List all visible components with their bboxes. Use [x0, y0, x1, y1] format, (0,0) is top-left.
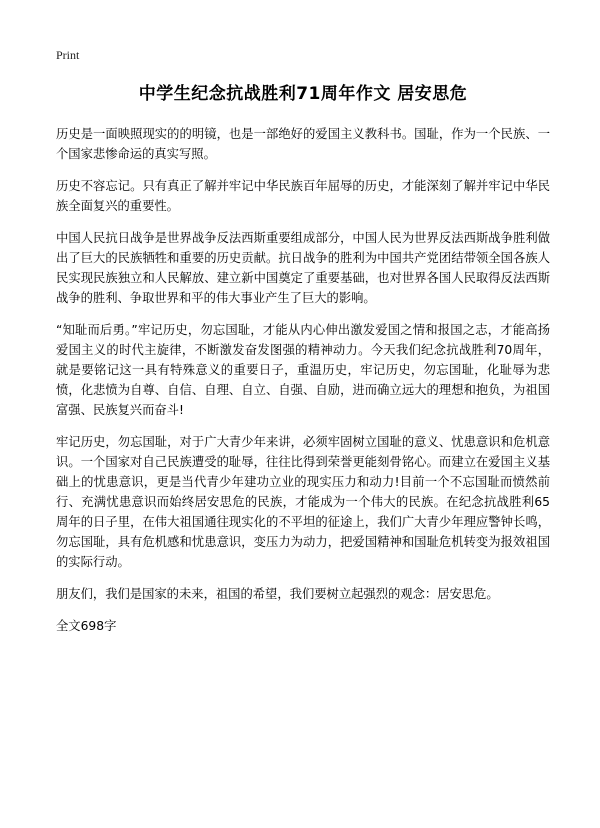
article-paragraph-3: 中国人民抗日战争是世界战争反法西斯重要组成部分，中国人民为世界反法西斯战争胜利做出了巨大的民族牺牲和重要的历史贡献。抗日战争的胜利为中国共产党团结带领全国各族人民实现民族独立和人民解放、建立新中国奠定了重要基础，也对世界各国人民取得反法西斯战争的胜利、争取世界和平的伟大事业产生了巨大的影响。	[56, 231, 550, 305]
article-title: 中学生纪念抗战胜利71周年作文 居安思危	[138, 84, 468, 104]
article-paragraph-2: 历史不容忘记。只有真正了解并牢记中华民族百年屈辱的历史，才能深刻了解并牢记中华民族全面复兴的重要性。	[56, 179, 550, 213]
print-label: Print	[56, 48, 80, 62]
article-page	[56, 48, 550, 636]
article-paragraph-4: “知耻而后勇。”牢记历史，勿忘国耻，才能从内心伸出激发爱国之情和报国之志，才能高扬爱国主义的时代主旋律，不断激发奋发图强的精神动力。今天我们纪念抗战胜利70周年，就是要铭记这一具有特殊意义的重要日子，重温历史，牢记历史，勿忘国耻，化耻辱为悲愤，化悲愤为自尊、自信、自理、自立、自强、自励，进而确立远大的理想和抱负，为祖国富强、民族复兴而奋斗!	[56, 323, 550, 417]
article-paragraph-1: 历史是一面映照现实的的明镜，也是一部绝好的爱国主义教科书。国耻，作为一个民族、一个国家悲惨命运的真实写照。	[56, 127, 550, 161]
article-paragraph-5: 牢记历史，勿忘国耻，对于广大青少年来讲，必须牢固树立国耻的意义、忧患意识和危机意识。一个国家对自己民族遭受的耻辱，往往比得到荣誉更能刻骨铭心。而建立在爱国主义基础上的忧患意识，更是当代青少年建功立业的现实压力和动力!目前一个不忘国耻而愤然前行、充满忧患意识而始终居安思危的民族，才能成为一个伟大的民族。在纪念抗战胜利65周年的日子里，在伟大祖国通往现实化的不平坦的征途上，我们广大青少年理应警钟长鸣，勿忘国耻，具有危机感和忧患意识，变压力为动力，把爱国精神和国耻危机转变为报效祖国的实际行动。	[56, 435, 550, 569]
word-count: 全文698字	[56, 619, 117, 633]
article-paragraph-6: 朋友们，我们是国家的未来，祖国的希望，我们要树立起强烈的观念：居安思危。	[56, 587, 499, 601]
